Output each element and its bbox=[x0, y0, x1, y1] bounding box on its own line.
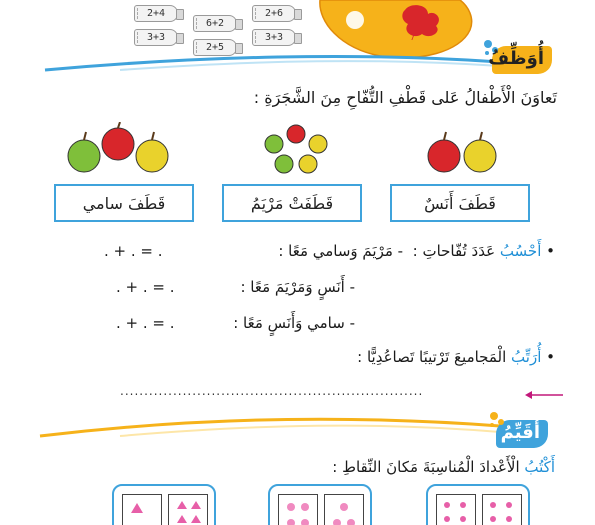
tube-label: 2+6 bbox=[264, 8, 284, 19]
apples-group-anas bbox=[424, 128, 504, 176]
bullet-dot: • bbox=[541, 242, 555, 260]
tube-label: 6+2 bbox=[205, 18, 225, 29]
dot-icon bbox=[437, 495, 475, 525]
bullet-order bbox=[357, 348, 555, 366]
card-right-panel bbox=[324, 494, 364, 525]
sum-line-2: - أَنَسٍ وَمَرْيَمَ مَعًا : bbox=[240, 278, 355, 296]
tube-label: 3+3 bbox=[264, 32, 284, 43]
paint-tube-icon bbox=[252, 29, 296, 46]
card-left-panel bbox=[278, 494, 318, 525]
flower-icon bbox=[279, 495, 317, 525]
answer-dots: ............................................................... bbox=[120, 384, 424, 398]
tube-label: 2+4 bbox=[146, 8, 166, 19]
paint-tube-icon bbox=[134, 5, 178, 22]
name-box-label: قَطَفَ أَنَسٌ bbox=[424, 193, 496, 213]
bullet-calculate bbox=[278, 242, 555, 260]
sum-line-3: - سامي وَأَنَسٍ مَعًا : bbox=[233, 314, 355, 332]
paint-tube-icon bbox=[134, 29, 178, 46]
name-box-anas bbox=[390, 184, 530, 222]
name-box-label: قَطَفَتْ مَرْيَمُ bbox=[250, 193, 334, 213]
apple-icon bbox=[275, 155, 293, 173]
bullet-keyword: أُرَتِّبُ bbox=[511, 348, 542, 366]
sum-line-1: - مَرْيَمَ وَسامي مَعًا : bbox=[278, 242, 404, 260]
blank-equation-1: . + . = . bbox=[104, 242, 163, 260]
tube-label: 3+3 bbox=[146, 32, 166, 43]
section-title: أُوَظِّفُ bbox=[488, 48, 544, 69]
triangle-icon bbox=[123, 495, 161, 525]
section-badge bbox=[488, 46, 552, 74]
card-right-panel bbox=[482, 494, 522, 525]
name-box-sami bbox=[54, 184, 194, 222]
instruction-text: تَعاوَنَ الْأَطْفالُ عَلى قَطْفِ التُّفّاحِ مِنَ الشَّجَرَةِ : bbox=[253, 88, 557, 107]
section-title: أُقَيِّمُ bbox=[500, 422, 540, 443]
paint-tube-icon bbox=[193, 15, 237, 32]
instruction-text: الْأَعْدادَ الْمُناسِبَةَ مَكانَ النِّقاطِ : bbox=[332, 458, 520, 476]
apple-icon bbox=[464, 132, 496, 172]
bullet-keyword: أَحْسُبُ bbox=[499, 242, 542, 260]
apple-icon bbox=[428, 132, 460, 172]
bullet-text: عَدَدَ تُفّاحاتِ : bbox=[412, 242, 496, 260]
bullet-text: الْمَجاميعَ تَرْتيبًا تَصاعُدِيًّا : bbox=[357, 348, 507, 366]
bullet-dot: • bbox=[541, 348, 555, 366]
apple-icon bbox=[309, 135, 327, 153]
flowers-card bbox=[268, 484, 372, 525]
apple-icon bbox=[102, 122, 134, 160]
triangle-icon bbox=[169, 495, 207, 525]
evaluate-instruction bbox=[332, 458, 555, 476]
name-box-maryam bbox=[222, 184, 362, 222]
dot-icon bbox=[483, 495, 521, 525]
name-box-label: قَطَفَ سامي bbox=[82, 193, 166, 213]
card-left-panel bbox=[122, 494, 162, 525]
apples-group-sami bbox=[62, 122, 180, 178]
card-left-panel bbox=[436, 494, 476, 525]
apple-icon bbox=[265, 135, 283, 153]
tube-label: 2+5 bbox=[205, 42, 225, 53]
paint-tube-icon bbox=[252, 5, 296, 22]
apple-icon bbox=[136, 132, 168, 172]
apple-icon bbox=[68, 132, 100, 172]
flower-icon bbox=[325, 495, 363, 525]
instruction-keyword: أَكْتُبُ bbox=[524, 458, 555, 476]
section-badge bbox=[496, 420, 548, 448]
apple-icon bbox=[299, 155, 317, 173]
svg-text:7: 7 bbox=[410, 33, 416, 42]
dots-card bbox=[426, 484, 530, 525]
card-right-panel bbox=[168, 494, 208, 525]
triangles-card bbox=[112, 484, 216, 525]
apple-icon bbox=[287, 125, 305, 143]
blank-equation-2: . + . = . bbox=[116, 278, 175, 296]
blank-equation-3: . + . = . bbox=[116, 314, 175, 332]
arrow-left-icon bbox=[525, 390, 565, 400]
apples-group-maryam bbox=[262, 122, 332, 178]
